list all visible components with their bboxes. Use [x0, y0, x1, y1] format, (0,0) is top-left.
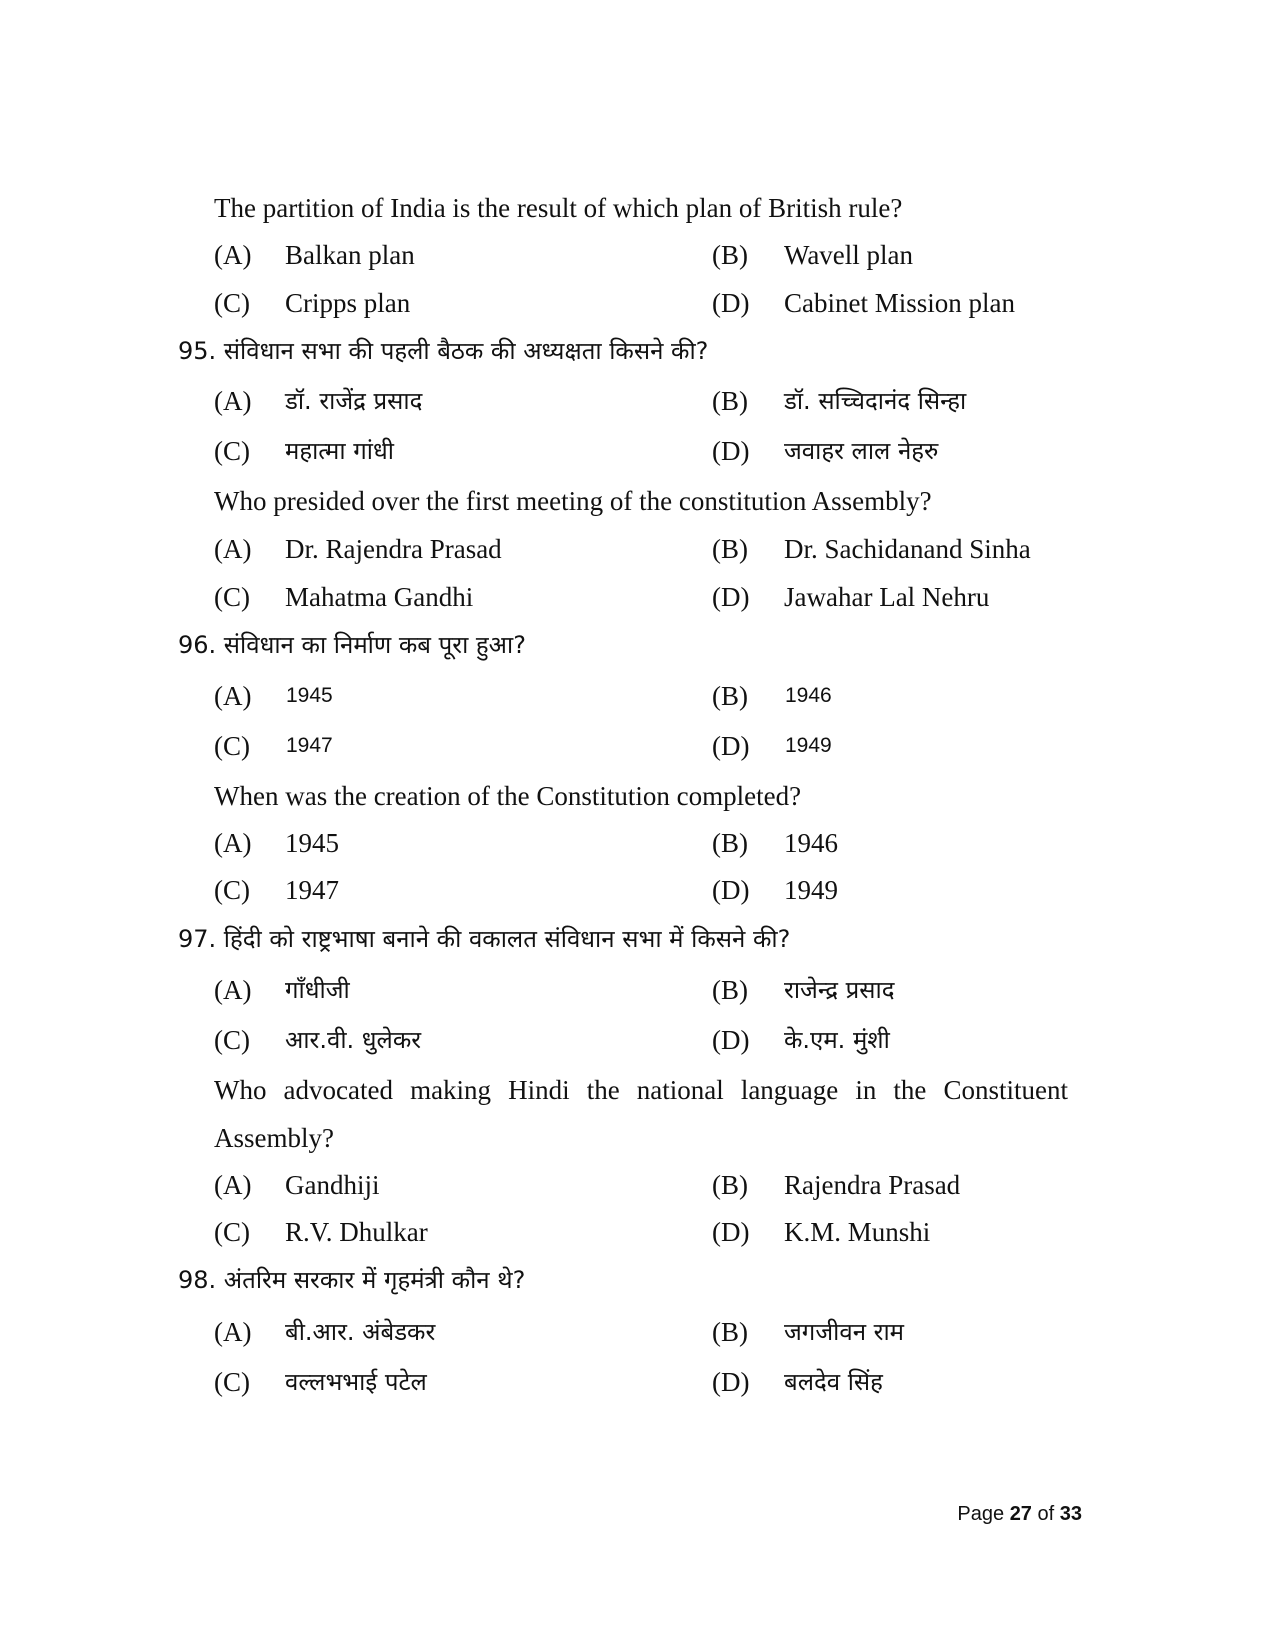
option-text-hindi: जवाहर लाल नेहरु [784, 437, 939, 465]
option-label: (B) [712, 975, 748, 1005]
option-text: 1947 [285, 875, 339, 905]
current-page-number: 27 [1009, 1503, 1032, 1525]
question-text-hindi: 95. संविधान सभा की पहली बैठक की अध्यक्षता किसने की? [178, 337, 709, 365]
option-text: Gandhiji [285, 1170, 380, 1200]
option-text: Dr. Rajendra Prasad [285, 534, 502, 564]
option-label: (D) [712, 875, 750, 905]
question-text-continuation: Assembly? [214, 1123, 334, 1153]
page-of-label: of [1037, 1503, 1055, 1525]
option-text: 1945 [286, 684, 333, 707]
question-text: Who advocated making Hindi the national language in the Constituent [214, 1075, 1068, 1105]
option-text-hindi: वल्लभभाई पटेल [285, 1368, 427, 1396]
option-text-hindi: डॉ. राजेंद्र प्रसाद [285, 387, 423, 415]
option-label: (A) [214, 828, 252, 858]
option-label: (C) [214, 875, 250, 905]
option-label: (D) [712, 731, 750, 761]
option-text: Cripps plan [285, 288, 411, 318]
option-text: 1945 [285, 828, 339, 858]
option-label: (D) [712, 1367, 750, 1397]
option-label: (D) [712, 436, 750, 466]
option-text-hindi: के.एम. मुंशी [784, 1026, 890, 1054]
option-text: 1947 [286, 734, 333, 757]
option-label: (C) [214, 1217, 250, 1247]
option-label: (A) [214, 534, 252, 564]
option-text: Jawahar Lal Nehru [784, 582, 990, 612]
total-pages-number: 33 [1059, 1503, 1082, 1525]
option-label: (D) [712, 582, 750, 612]
option-text-hindi: जगजीवन राम [784, 1318, 905, 1346]
option-label: (A) [214, 240, 252, 270]
option-text-hindi: आर.वी. धुलेकर [285, 1026, 422, 1054]
option-text: 1949 [784, 875, 838, 905]
option-text-hindi: बलदेव सिंह [784, 1368, 883, 1396]
option-label: (A) [214, 975, 252, 1005]
option-label: (C) [214, 582, 250, 612]
page-number-footer [957, 1503, 1082, 1526]
option-label: (C) [214, 1367, 250, 1397]
question-text-hindi: 98. अंतरिम सरकार में गृहमंत्री कौन थे? [178, 1266, 526, 1294]
option-text: Balkan plan [285, 240, 415, 270]
option-label: (A) [214, 681, 252, 711]
option-label: (D) [712, 1025, 750, 1055]
option-label: (C) [214, 731, 250, 761]
option-text: R.V. Dhulkar [285, 1217, 428, 1247]
option-text: 1946 [785, 684, 832, 707]
option-text: Rajendra Prasad [784, 1170, 961, 1200]
option-label: (A) [214, 1317, 252, 1347]
option-text-hindi: महात्मा गांधी [285, 437, 394, 465]
question-text-hindi: 97. हिंदी को राष्ट्रभाषा बनाने की वकालत संविधान सभा में किसने की? [178, 925, 791, 953]
option-label: (A) [214, 1170, 252, 1200]
page-label: Page [957, 1503, 1005, 1525]
option-text: Wavell plan [784, 240, 914, 270]
option-label: (A) [214, 386, 252, 416]
option-text: Mahatma Gandhi [285, 582, 474, 612]
option-label: (B) [712, 681, 748, 711]
option-text: Dr. Sachidanand Sinha [784, 534, 1031, 564]
option-text: K.M. Munshi [784, 1217, 931, 1247]
option-label: (B) [712, 1317, 748, 1347]
option-text-hindi: बी.आर. अंबेडकर [285, 1318, 436, 1346]
question-text: The partition of India is the result of which plan of British rule? [214, 193, 903, 223]
option-label: (B) [712, 1170, 748, 1200]
option-text-hindi: डॉ. सच्चिदानंद सिन्हा [784, 387, 967, 415]
option-text: 1946 [784, 828, 838, 858]
option-label: (B) [712, 240, 748, 270]
option-label: (C) [214, 436, 250, 466]
option-text-hindi: राजेन्द्र प्रसाद [784, 976, 895, 1004]
option-label: (B) [712, 828, 748, 858]
option-label: (B) [712, 386, 748, 416]
question-text: When was the creation of the Constitution completed? [214, 781, 802, 811]
option-label: (D) [712, 288, 750, 318]
option-label: (C) [214, 288, 250, 318]
option-label: (C) [214, 1025, 250, 1055]
option-label: (D) [712, 1217, 750, 1247]
option-text-hindi: गाँधीजी [285, 976, 350, 1004]
option-text: Cabinet Mission plan [784, 288, 1015, 318]
question-text-hindi: 96. संविधान का निर्माण कब पूरा हुआ? [178, 631, 526, 659]
option-label: (B) [712, 534, 748, 564]
option-text: 1949 [785, 734, 832, 757]
question-text: Who presided over the first meeting of the constitution Assembly? [214, 486, 932, 516]
